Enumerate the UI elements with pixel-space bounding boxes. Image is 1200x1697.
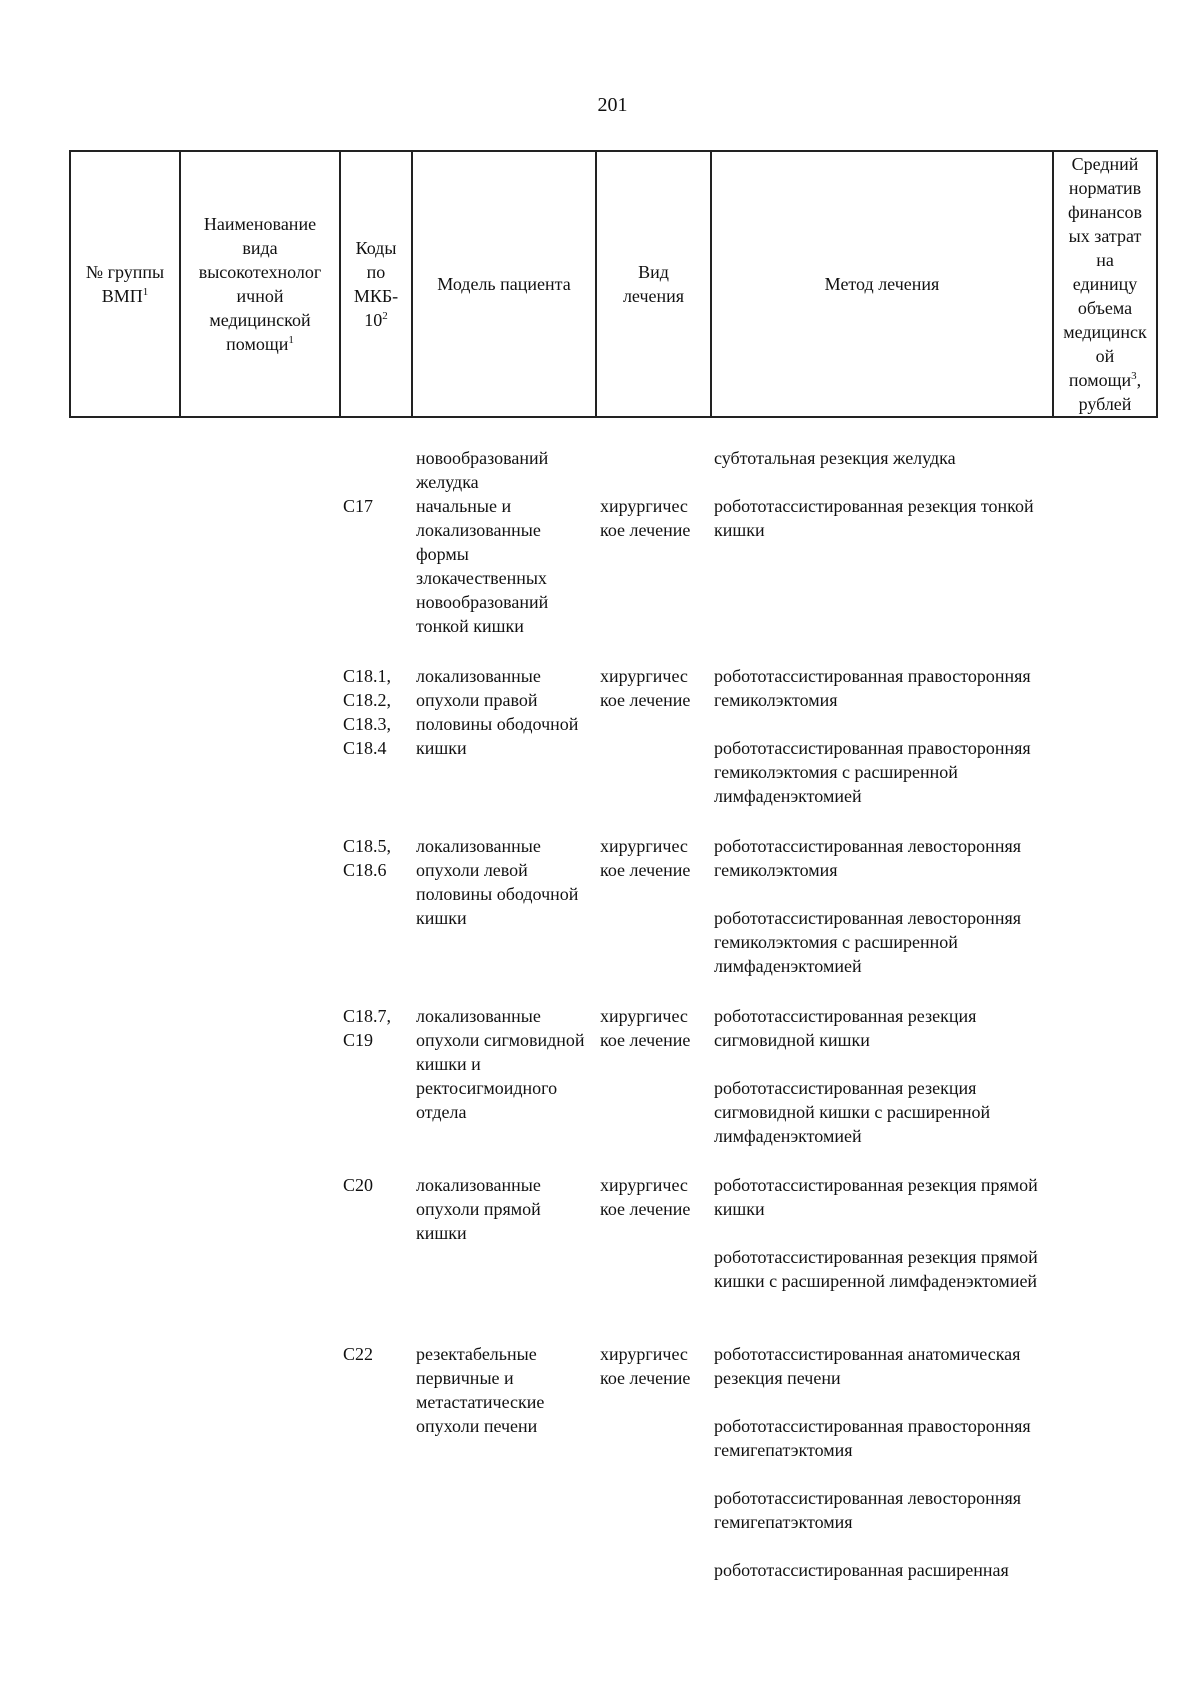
treatment-methods xyxy=(714,1342,1074,1582)
treatment-type: хирургичес кое лечение xyxy=(600,496,691,540)
icd-code: C18.1, C18.2, C18.3, C18.4 xyxy=(343,666,392,758)
treatment-method: робототассистированная расширенная xyxy=(714,1560,1009,1580)
treatment-method: робототассистированная резекция тонкой кишки xyxy=(714,496,1034,540)
patient-model: новообразований желудка xyxy=(416,448,549,492)
header-group-number: № группы ВМП$^1$ xyxy=(70,151,180,417)
treatment-method: робототассистированная резекция сигмовидной кишки xyxy=(714,1006,977,1050)
treatment-method: робототассистированная резекция прямой кишки xyxy=(714,1175,1038,1219)
header-treatment-method: Метод лечения xyxy=(711,151,1053,417)
header-care-type-name: Наименование вида высокотехнолог ичной медицинской помощи$^1$ xyxy=(180,151,340,417)
treatment-method: робототассистированная левосторонняя гемигепатэктомия xyxy=(714,1488,1022,1532)
treatment-type: хирургичес кое лечение xyxy=(600,1006,691,1050)
patient-model: локализованные опухоли прямой кишки xyxy=(416,1175,541,1243)
treatment-method: робототассистированная левосторонняя гемиколэктомия с расширенной лимфаденэктомией xyxy=(714,908,1022,976)
icd-code: C22 xyxy=(343,1344,374,1364)
patient-model: локализованные опухоли сигмовидной кишки и ректосигмоидного отдела xyxy=(416,1006,585,1122)
treatment-method: робототассистированная анатомическая резекция печени xyxy=(714,1344,1021,1388)
treatment-method: робототассистированная резекция прямой кишки с расширенной лимфаденэктомией xyxy=(714,1247,1038,1291)
treatment-methods xyxy=(714,664,1074,808)
treatment-type: хирургичес кое лечение xyxy=(600,1344,691,1388)
header-icd-codes: Коды по МКБ- $10^2$ xyxy=(340,151,412,417)
patient-model: локализованные опухоли правой половины ободочной кишки xyxy=(416,666,579,758)
treatment-method: субтотальная резекция желудка xyxy=(714,448,956,468)
icd-code: C17 xyxy=(343,496,374,516)
treatment-methods xyxy=(714,494,1074,542)
treatment-method: робототассистированная левосторонняя гемиколэктомия xyxy=(714,836,1022,880)
patient-model: локализованные опухоли левой половины ободочной кишки xyxy=(416,836,579,928)
treatment-method: робототассистированная правосторонняя гемигепатэктомия xyxy=(714,1416,1031,1460)
header-patient-model: Модель пациента xyxy=(412,151,596,417)
treatment-methods xyxy=(714,834,1074,978)
treatment-methods xyxy=(714,1173,1074,1293)
treatment-method: робототассистированная резекция сигмовидной кишки с расширенной лимфаденэктомией xyxy=(714,1078,991,1146)
patient-model: резектабельные первичные и метастатические опухоли печени xyxy=(416,1344,545,1436)
icd-code: C18.5, C18.6 xyxy=(343,836,392,880)
icd-code: C18.7, C19 xyxy=(343,1006,392,1050)
treatment-methods xyxy=(714,1004,1074,1148)
treatment-method: робототассистированная правосторонняя гемиколэктомия xyxy=(714,666,1031,710)
header-treatment-type: Вид лечения xyxy=(596,151,711,417)
icd-code: C20 xyxy=(343,1175,374,1195)
header-average-cost: Средний норматив финансов ых затрат на единицу объема медицинск ой помощи$^3$, рублей xyxy=(1053,151,1157,417)
treatment-method: робототассистированная правосторонняя гемиколэктомия с расширенной лимфаденэктомией xyxy=(714,738,1031,806)
treatment-type: хирургичес кое лечение xyxy=(600,1175,691,1219)
treatment-type: хирургичес кое лечение xyxy=(600,666,691,710)
patient-model: начальные и локализованные формы злокачественных новообразований тонкой кишки xyxy=(416,496,549,636)
treatment-methods xyxy=(714,446,1074,470)
page-number: 201 xyxy=(597,94,628,116)
treatment-type: хирургичес кое лечение xyxy=(600,836,691,880)
